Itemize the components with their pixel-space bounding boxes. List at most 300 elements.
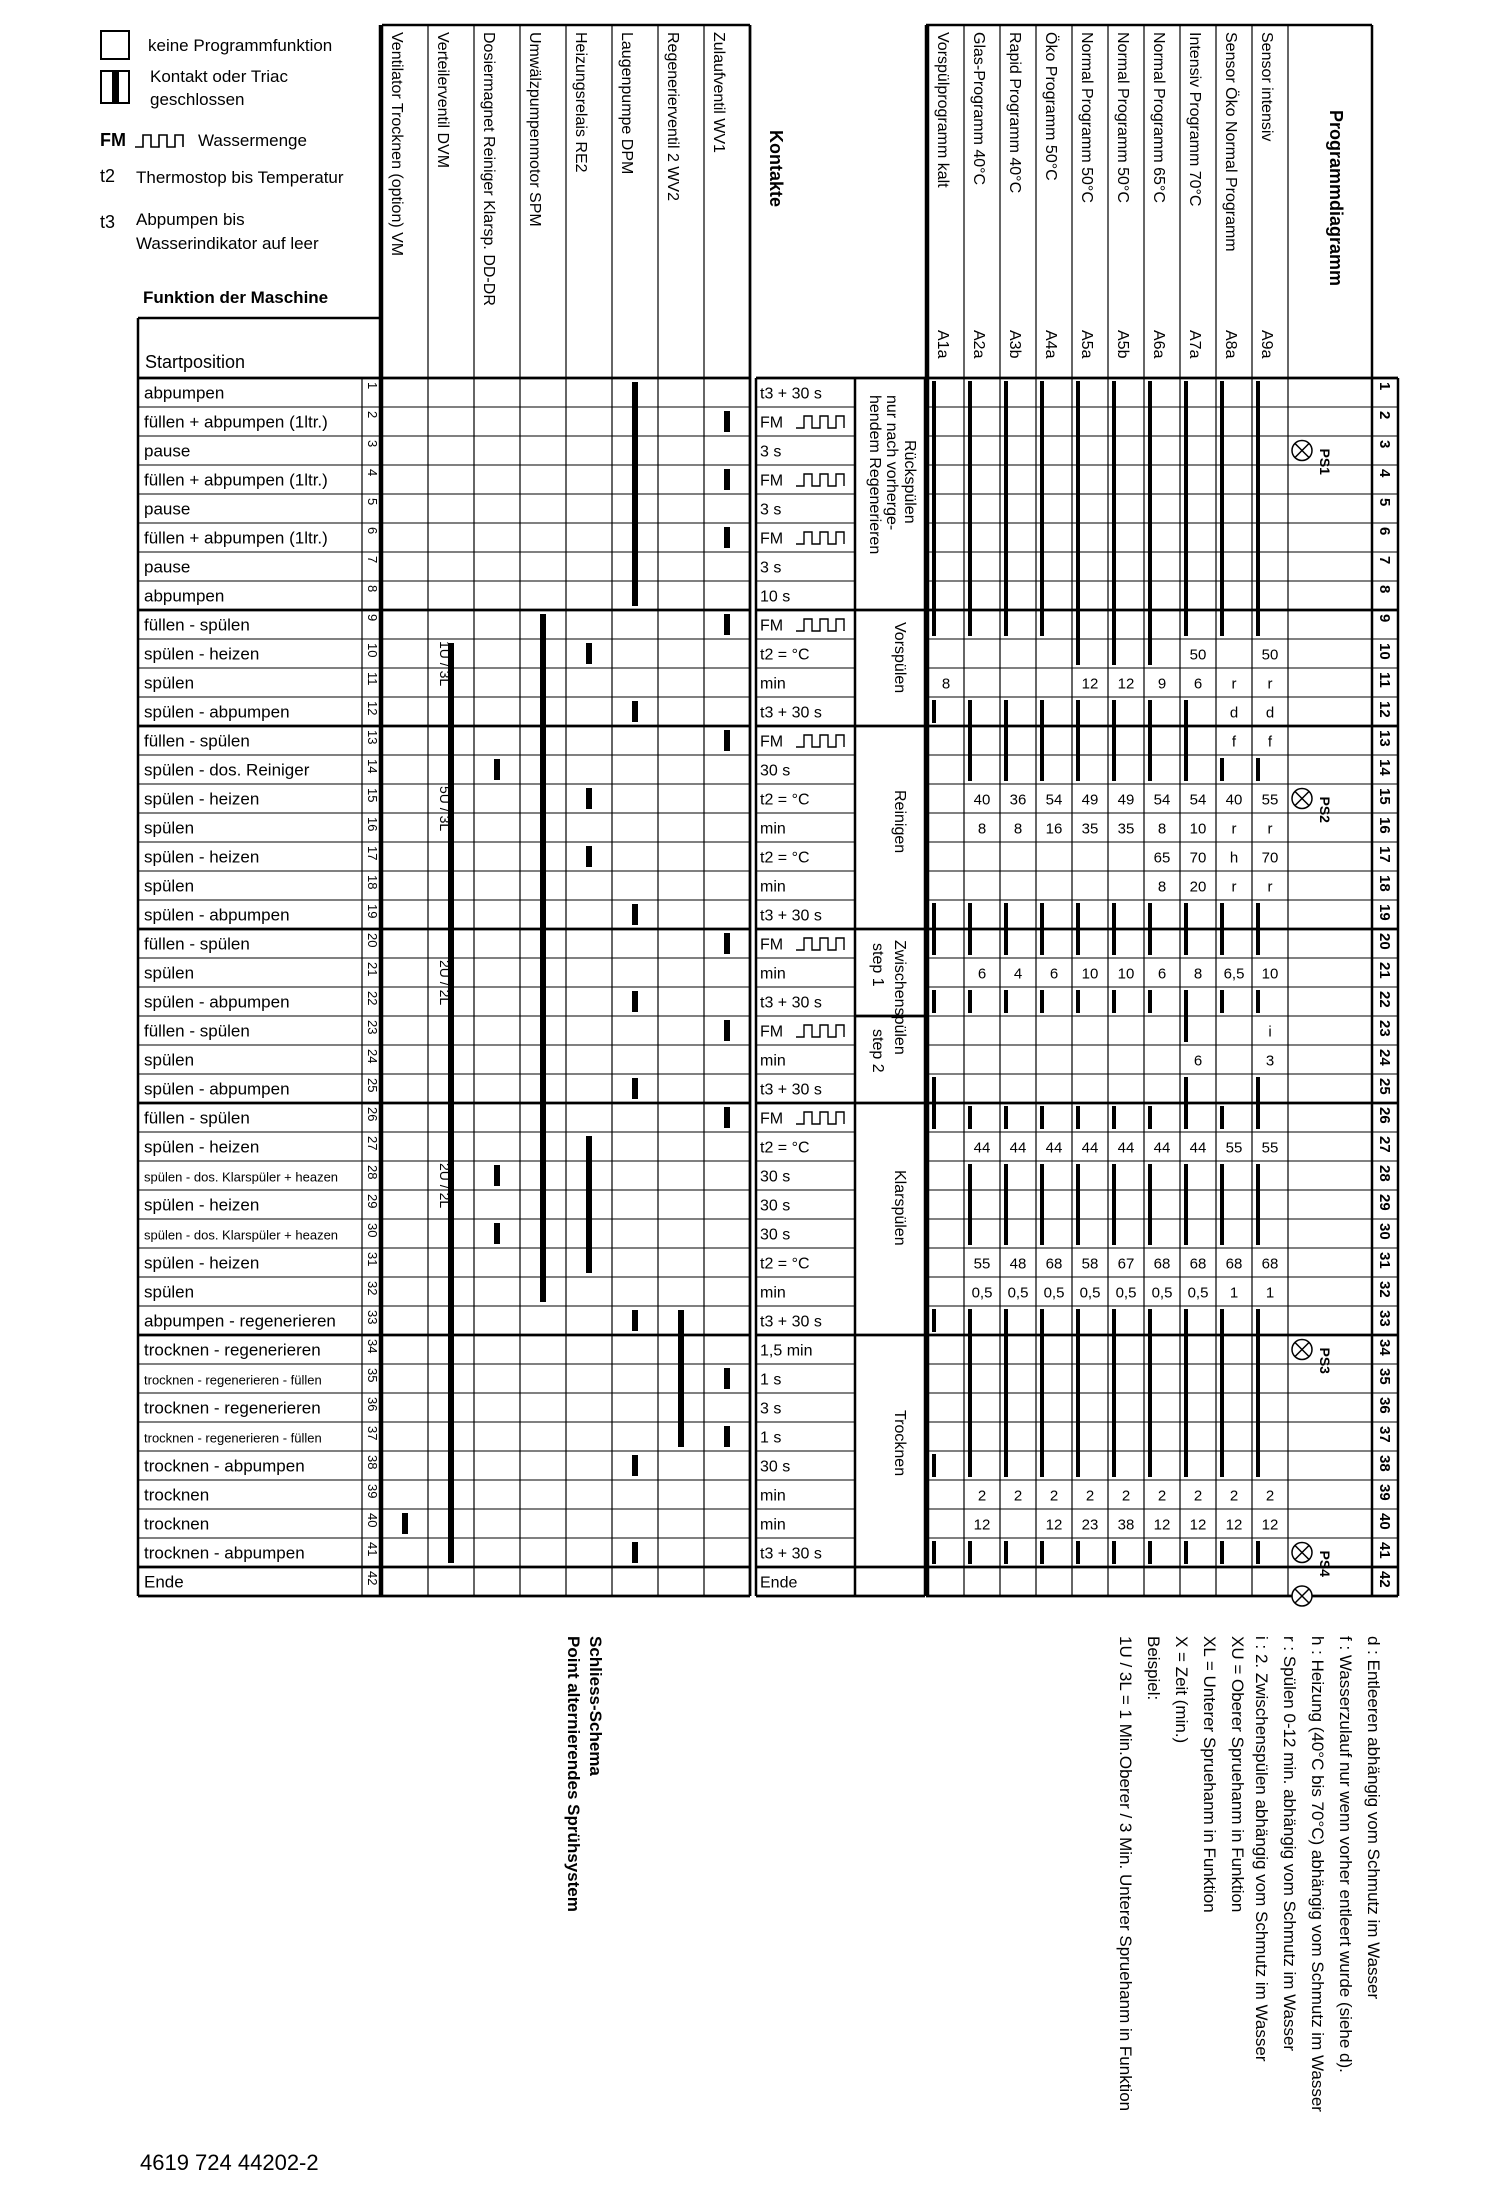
program-bar xyxy=(1220,381,1224,636)
step-time-label: FM xyxy=(760,733,784,751)
step-time-label: 1 s xyxy=(760,1371,782,1389)
step-function-label: trocknen - regenerieren - füllen xyxy=(144,1430,322,1446)
contact-header: Regenerierventil 2 WV2 xyxy=(664,32,681,201)
step-number-right: 7 xyxy=(1376,556,1393,565)
program-value: 44 xyxy=(973,1139,991,1157)
program-value: 0,5 xyxy=(971,1284,993,1302)
step-time-label: min xyxy=(760,820,786,838)
pulse-icon xyxy=(796,474,844,486)
program-value: d xyxy=(1229,704,1239,722)
program-value: 55 xyxy=(1225,1139,1243,1157)
contact-bar xyxy=(586,846,592,867)
program-bar xyxy=(1256,381,1260,636)
program-code: A5a xyxy=(1078,330,1095,359)
program-value: 55 xyxy=(1261,791,1279,809)
program-bar xyxy=(932,990,936,1013)
program-value: 58 xyxy=(1081,1255,1099,1273)
step-number-right: 17 xyxy=(1376,846,1393,863)
program-bar xyxy=(1184,990,1188,1042)
program-value: 10 xyxy=(1261,965,1279,983)
step-number-left: 35 xyxy=(365,1368,380,1383)
program-value: 44 xyxy=(1153,1139,1171,1157)
step-number-left: 10 xyxy=(365,643,380,658)
step-number-right: 40 xyxy=(1376,1513,1393,1530)
start-position-label: Startposition xyxy=(145,352,246,372)
program-bar xyxy=(968,381,972,636)
step-number-left: 16 xyxy=(365,817,380,832)
step-number-right: 21 xyxy=(1376,962,1393,979)
phase-label: nur nach vorherge- xyxy=(883,395,900,531)
step-number-right: 12 xyxy=(1376,701,1393,718)
step-time-label: min xyxy=(760,675,786,693)
contact-bar xyxy=(724,1107,730,1128)
step-number-left: 33 xyxy=(365,1310,380,1325)
program-value: r xyxy=(1267,820,1273,838)
contact-bar xyxy=(724,1368,730,1389)
pulse-icon xyxy=(796,619,844,631)
contact-bar xyxy=(494,759,500,780)
step-function-label: pause xyxy=(144,557,191,577)
program-bar xyxy=(1148,1106,1152,1129)
program-bar xyxy=(1112,700,1116,781)
step-number-left: 42 xyxy=(365,1571,380,1586)
program-bar xyxy=(1220,1164,1224,1245)
step-number-right: 11 xyxy=(1376,672,1393,688)
program-value: 68 xyxy=(1189,1255,1207,1273)
contact-bar xyxy=(724,1020,730,1041)
step-function-label: abpumpen xyxy=(144,586,225,606)
step-number-right: 33 xyxy=(1376,1310,1393,1327)
program-bar xyxy=(1004,1541,1008,1564)
step-number-right: 9 xyxy=(1376,614,1393,623)
step-number-right: 25 xyxy=(1376,1078,1393,1095)
pulse-icon xyxy=(796,735,844,747)
step-time-label: FM xyxy=(760,936,784,954)
schliess-schema-subtitle: Point alternierendes Sprühsystem xyxy=(564,1636,583,1912)
step-number-right: 34 xyxy=(1376,1339,1393,1356)
phase-label: Klarspülen xyxy=(891,1170,908,1246)
program-value: 0,5 xyxy=(1115,1284,1137,1302)
step-number-right: 20 xyxy=(1376,933,1393,950)
note-line: XL = Unterer Spruehanm in Funktion xyxy=(1200,1636,1219,1913)
step-function-label: füllen - spülen xyxy=(144,615,250,635)
step-time-label: 3 s xyxy=(760,559,782,577)
step-function-label: spülen - heizen xyxy=(144,789,260,809)
step-function-label: füllen + abpumpen (1ltr.) xyxy=(144,470,328,490)
step-function-label: füllen - spülen xyxy=(144,731,250,751)
step-function-label: trocknen - abpumpen xyxy=(144,1456,305,1476)
distributor-label: 1U / 3L xyxy=(437,641,453,687)
program-value: 23 xyxy=(1081,1516,1099,1534)
step-time-label: FM xyxy=(760,1023,784,1041)
pulse-icon xyxy=(796,416,844,428)
program-value: 6 xyxy=(977,965,987,983)
pulse-icon xyxy=(796,938,844,950)
step-number-left: 22 xyxy=(365,991,380,1006)
step-function-label: spülen xyxy=(144,818,195,838)
step-number-right: 35 xyxy=(1376,1368,1393,1385)
contact-bar xyxy=(724,469,730,490)
program-value: 50 xyxy=(1261,646,1279,664)
step-number-left: 39 xyxy=(365,1484,380,1499)
program-header: Sensor intensiv xyxy=(1258,32,1275,142)
step-time-label: 30 s xyxy=(760,1168,791,1186)
program-bar xyxy=(1076,700,1080,781)
step-time-label: 10 s xyxy=(760,588,791,606)
program-bar xyxy=(1148,381,1152,665)
step-number-right: 41 xyxy=(1376,1542,1393,1559)
program-bar xyxy=(1184,903,1188,955)
contact-header: Umwälzpumpenmotor SPM xyxy=(526,32,543,227)
program-bar xyxy=(1256,758,1260,781)
phase-label: Trocknen xyxy=(891,1410,908,1477)
note-line: X = Zeit (min.) xyxy=(1172,1636,1191,1744)
program-value: 68 xyxy=(1153,1255,1171,1273)
program-bar xyxy=(1256,990,1260,1013)
program-bar xyxy=(1148,903,1152,955)
step-number-right: 38 xyxy=(1376,1455,1393,1472)
step-number-right: 6 xyxy=(1376,527,1393,536)
contact-bar xyxy=(724,1426,730,1447)
step-number-right: 19 xyxy=(1376,904,1393,921)
program-value: 40 xyxy=(1225,791,1243,809)
legend-t3-line1: Abpumpen bis xyxy=(136,210,245,229)
program-bar xyxy=(1112,1106,1116,1129)
program-bar xyxy=(1076,1106,1080,1129)
program-bar xyxy=(968,700,972,781)
program-value: 12 xyxy=(1225,1516,1243,1534)
step-number-right: 36 xyxy=(1376,1397,1393,1414)
program-bar xyxy=(932,1454,936,1477)
program-value: 2 xyxy=(1193,1487,1203,1505)
step-time-label: t3 + 30 s xyxy=(760,907,822,925)
program-value: 10 xyxy=(1081,965,1099,983)
step-function-label: spülen - abpumpen xyxy=(144,1079,290,1099)
schliess-schema-title: Schliess-Schema xyxy=(586,1636,605,1776)
program-value: 1 xyxy=(1229,1284,1239,1302)
contact-bar xyxy=(724,527,730,548)
program-value: 68 xyxy=(1225,1255,1243,1273)
contact-bar xyxy=(632,1078,638,1099)
step-number-left: 24 xyxy=(365,1049,380,1064)
note-line: d : Entleeren abhängig vom Schmutz im Wasser xyxy=(1364,1636,1383,2000)
program-value: 12 xyxy=(1081,675,1099,693)
program-value: 3 xyxy=(1265,1052,1275,1070)
step-function-label: trocknen - regenerieren xyxy=(144,1340,321,1360)
program-value: 50 xyxy=(1189,646,1207,664)
phase-label: Vorspülen xyxy=(891,622,908,694)
step-time-label: 1 s xyxy=(760,1429,782,1447)
step-function-label: spülen - heizen xyxy=(144,847,260,867)
contact-bar xyxy=(724,614,730,635)
program-value: r xyxy=(1267,675,1273,693)
step-time-label: Ende xyxy=(760,1574,798,1592)
step-function-label: spülen - abpumpen xyxy=(144,905,290,925)
step-number-left: 20 xyxy=(365,933,380,948)
program-bar xyxy=(1148,1541,1152,1564)
program-value: 2 xyxy=(1049,1487,1059,1505)
step-time-label: 3 s xyxy=(760,1400,782,1418)
step-number-left: 15 xyxy=(365,788,380,803)
step-number-right: 24 xyxy=(1376,1049,1393,1066)
contact-bar xyxy=(586,1136,592,1273)
step-number-right: 8 xyxy=(1376,585,1393,594)
step-time-label: FM xyxy=(760,414,784,432)
step-number-right: 1 xyxy=(1376,382,1393,391)
step-time-label: 30 s xyxy=(760,1458,791,1476)
program-value: 68 xyxy=(1045,1255,1063,1273)
program-value: 44 xyxy=(1045,1139,1063,1157)
step-function-label: füllen + abpumpen (1ltr.) xyxy=(144,412,328,432)
step-number-left: 9 xyxy=(365,614,380,622)
program-value: 20 xyxy=(1189,878,1207,896)
program-value: 0,5 xyxy=(1007,1284,1029,1302)
step-time-label: t3 + 30 s xyxy=(760,704,822,722)
program-value: 2 xyxy=(1121,1487,1131,1505)
program-bar xyxy=(1220,903,1224,955)
program-bar xyxy=(1112,990,1116,1013)
step-number-right: 27 xyxy=(1376,1136,1393,1153)
step-number-left: 18 xyxy=(365,875,380,890)
program-value: 70 xyxy=(1189,849,1207,867)
program-bar xyxy=(1220,1309,1224,1477)
contact-header: Dosiermagnet Reiniger Klarsp. DD-DR xyxy=(480,32,497,306)
step-time-label: t3 + 30 s xyxy=(760,1313,822,1331)
step-function-label: spülen xyxy=(144,673,195,693)
program-value: i xyxy=(1268,1023,1272,1041)
program-bar xyxy=(932,903,936,955)
program-value: h xyxy=(1229,849,1239,867)
contact-header: Zulaufventil WV1 xyxy=(710,32,727,153)
program-code: A4a xyxy=(1042,330,1059,359)
phase-label: Rückspülen xyxy=(901,440,918,524)
phase-label: Reinigen xyxy=(891,790,908,854)
program-header: Sensor Öko Normal Programm xyxy=(1222,32,1239,252)
ps-label: PS2 xyxy=(1317,796,1333,823)
program-bar xyxy=(1112,381,1116,665)
program-value: 0,5 xyxy=(1079,1284,1101,1302)
step-function-label: spülen - dos. Reiniger xyxy=(144,760,310,780)
step-time-label: t3 + 30 s xyxy=(760,385,822,403)
program-bar xyxy=(1076,1164,1080,1245)
step-number-left: 29 xyxy=(365,1194,380,1209)
program-value: 1 xyxy=(1265,1284,1275,1302)
program-value: 16 xyxy=(1045,820,1063,838)
document-number: 4619 724 44202-2 xyxy=(140,2150,319,2175)
ps-label: PS4 xyxy=(1317,1550,1333,1577)
program-value: 2 xyxy=(1265,1487,1275,1505)
program-bar xyxy=(1112,903,1116,955)
step-number-left: 25 xyxy=(365,1078,380,1093)
step-function-label: abpumpen - regenerieren xyxy=(144,1311,336,1331)
program-value: 38 xyxy=(1117,1516,1135,1534)
contact-bar xyxy=(494,1223,500,1244)
legend-t2-label: Thermostop bis Temperatur xyxy=(136,168,344,187)
step-time-label: t2 = °C xyxy=(760,646,810,664)
program-bar xyxy=(1112,1541,1116,1564)
program-value: 44 xyxy=(1081,1139,1099,1157)
program-bar xyxy=(932,1077,936,1129)
program-bar xyxy=(1220,1541,1224,1564)
step-number-left: 38 xyxy=(365,1455,380,1470)
legend-t3-prefix: t3 xyxy=(100,212,116,232)
program-bar xyxy=(1076,1309,1080,1477)
note-line: XU = Oberer Spruehanm in Funktion xyxy=(1228,1636,1247,1913)
program-bar xyxy=(1076,990,1080,1013)
contact-bar xyxy=(632,382,638,606)
step-number-left: 27 xyxy=(365,1136,380,1151)
step-number-right: 4 xyxy=(1376,469,1393,478)
contact-bar xyxy=(724,730,730,751)
program-bar xyxy=(1076,1541,1080,1564)
program-value: f xyxy=(1231,733,1237,751)
step-function-label: spülen - abpumpen xyxy=(144,702,290,722)
program-bar xyxy=(1148,700,1152,781)
program-value: 44 xyxy=(1117,1139,1135,1157)
program-value: r xyxy=(1231,675,1237,693)
step-function-label: trocknen xyxy=(144,1485,210,1505)
program-bar xyxy=(1148,1309,1152,1477)
step-time-label: 1,5 min xyxy=(760,1342,813,1360)
step-number-left: 17 xyxy=(365,846,380,861)
legend-contact-line1: Kontakt oder Triac xyxy=(150,67,288,86)
pulse-icon xyxy=(796,1112,844,1124)
step-number-right: 13 xyxy=(1376,730,1393,747)
step-time-label: min xyxy=(760,1516,786,1534)
step-time-label: t2 = °C xyxy=(760,1255,810,1273)
step-time-label: FM xyxy=(760,530,784,548)
step-function-label: füllen - spülen xyxy=(144,934,250,954)
step-number-right: 32 xyxy=(1376,1281,1393,1298)
program-value: 10 xyxy=(1117,965,1135,983)
step-function-label: spülen xyxy=(144,1282,195,1302)
legend-fm-label: Wassermenge xyxy=(198,131,307,150)
program-value: 12 xyxy=(1045,1516,1063,1534)
step-number-left: 26 xyxy=(365,1107,380,1122)
program-bar xyxy=(1148,990,1152,1013)
program-value: 2 xyxy=(1229,1487,1239,1505)
step-time-label: t2 = °C xyxy=(760,791,810,809)
step-number-left: 12 xyxy=(365,701,380,716)
step-function-label: trocknen - regenerieren - füllen xyxy=(144,1372,322,1388)
program-value: r xyxy=(1231,820,1237,838)
step-number-left: 4 xyxy=(365,469,380,477)
program-header: Normal Programm 50°C xyxy=(1078,32,1095,203)
program-value: 6,5 xyxy=(1223,965,1245,983)
step-function-label: füllen - spülen xyxy=(144,1108,250,1128)
program-value: 8 xyxy=(977,820,987,838)
program-value: 55 xyxy=(1261,1139,1279,1157)
contact-header: Laugenpumpe DPM xyxy=(618,32,635,175)
program-bar xyxy=(932,1309,936,1332)
program-bar xyxy=(1076,381,1080,665)
step-function-label: spülen - heizen xyxy=(144,1195,260,1215)
step-number-right: 31 xyxy=(1376,1252,1393,1269)
contact-header: Ventilator Trocknen (option) VM xyxy=(388,32,405,257)
program-value: 8 xyxy=(1157,820,1167,838)
machine-function-label: Funktion der Maschine xyxy=(143,288,329,307)
step-time-label: 3 s xyxy=(760,501,782,519)
program-value: 12 xyxy=(1189,1516,1207,1534)
ps-label: PS3 xyxy=(1317,1347,1333,1374)
program-header: Normal Programm 65°C xyxy=(1150,32,1167,203)
step-number-left: 8 xyxy=(365,585,380,593)
step-number-right: 22 xyxy=(1376,991,1393,1008)
program-bar xyxy=(1004,1106,1008,1129)
step-function-label: füllen + abpumpen (1ltr.) xyxy=(144,528,328,548)
program-value: 54 xyxy=(1189,791,1207,809)
step-number-left: 36 xyxy=(365,1397,380,1412)
program-value: 54 xyxy=(1045,791,1063,809)
step-function-label: trocknen xyxy=(144,1514,210,1534)
program-code: A2a xyxy=(970,330,987,359)
program-bar xyxy=(1184,1077,1188,1129)
program-code: A6a xyxy=(1150,330,1167,359)
step-time-label: t2 = °C xyxy=(760,1139,810,1157)
step-function-label: spülen - dos. Klarspüler + heazen xyxy=(144,1227,339,1243)
contact-bar xyxy=(540,614,546,1302)
step-function-label: spülen - dos. Klarspüler + heazen xyxy=(144,1169,339,1185)
program-value: 8 xyxy=(1157,878,1167,896)
program-bar xyxy=(1040,1164,1044,1245)
program-bar xyxy=(1004,700,1008,781)
step-time-label: FM xyxy=(760,617,784,635)
program-header: Vorspülprogramm kalt xyxy=(934,32,951,188)
program-bar xyxy=(1256,1164,1260,1245)
step-function-label: abpumpen xyxy=(144,383,225,403)
step-time-label: min xyxy=(760,1284,786,1302)
step-number-left: 28 xyxy=(365,1165,380,1180)
note-line: f : Wasserzulauf nur wenn vorher entleert wurde (siehe d). xyxy=(1336,1636,1355,2073)
program-bar xyxy=(1256,903,1260,955)
program-value: 9 xyxy=(1157,675,1167,693)
legend-contact-line2: geschlossen xyxy=(150,90,245,109)
note-line: r : Spülen 0-12 min. abhängig vom Schmutz im Wasser xyxy=(1280,1636,1299,2052)
program-value: 12 xyxy=(1153,1516,1171,1534)
program-value: 6 xyxy=(1193,1052,1203,1070)
program-bar xyxy=(968,1541,972,1564)
program-bar xyxy=(932,1541,936,1564)
step-time-label: t2 = °C xyxy=(760,849,810,867)
step-number-right: 15 xyxy=(1376,788,1393,805)
program-value: 6 xyxy=(1049,965,1059,983)
step-number-left: 3 xyxy=(365,440,380,448)
step-number-right: 3 xyxy=(1376,440,1393,449)
program-bar xyxy=(968,903,972,955)
phase-label: hendem Regenerieren xyxy=(866,395,883,555)
program-value: f xyxy=(1267,733,1273,751)
program-bar xyxy=(1040,990,1044,1013)
contact-bar xyxy=(678,1310,684,1447)
distributor-label: 2U / 2L xyxy=(437,1163,453,1209)
legend-t3-line2: Wasserindikator auf leer xyxy=(136,234,319,253)
program-bar xyxy=(1220,990,1224,1013)
phase-label: Zwischenspülen xyxy=(891,940,908,1055)
step-number-right: 10 xyxy=(1376,643,1393,660)
step-number-right: 14 xyxy=(1376,759,1393,776)
program-bar xyxy=(1220,758,1224,781)
program-header: Glas-Programm 40°C xyxy=(970,32,987,186)
step-time-label: t3 + 30 s xyxy=(760,1545,822,1563)
step-time-label: min xyxy=(760,878,786,896)
step-time-label: min xyxy=(760,965,786,983)
step-time-label: 30 s xyxy=(760,762,791,780)
program-value: 4 xyxy=(1013,965,1023,983)
program-value: 40 xyxy=(973,791,991,809)
step-function-label: pause xyxy=(144,499,191,519)
program-bar xyxy=(1184,1541,1188,1564)
contact-bar xyxy=(494,1165,500,1186)
